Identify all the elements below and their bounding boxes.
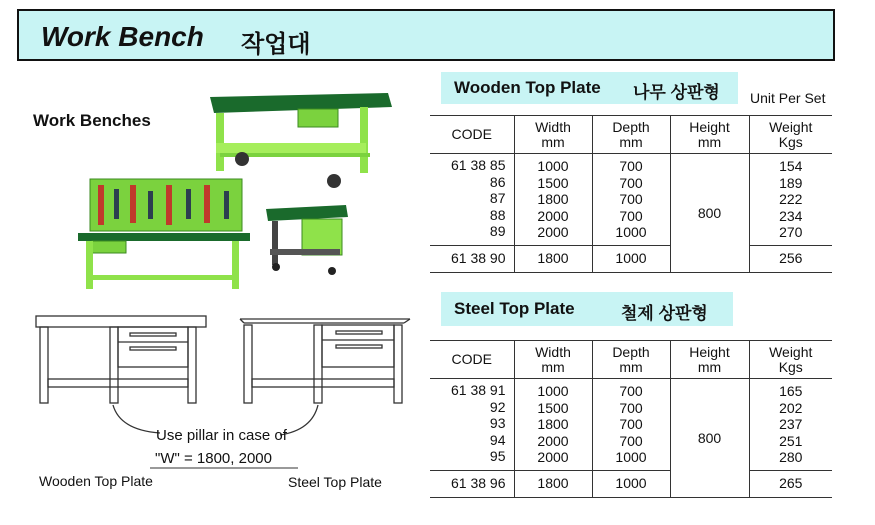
product-photos: [70, 85, 400, 300]
weight-cell: 165 202 237 251 280: [749, 379, 832, 471]
depth-cell: 700 700 700 700 1000: [592, 379, 670, 471]
drawing-wooden-bench: [36, 316, 206, 403]
wooden-title: Wooden Top Plate: [454, 78, 601, 97]
drawing-steel-bench: [240, 319, 410, 403]
width-cell: 1000 1500 1800 2000 2000: [514, 154, 592, 246]
steel-spec-table: [430, 340, 832, 498]
col-code: CODE: [451, 126, 492, 142]
steel-title-korean: 철제 상판형: [621, 304, 708, 323]
col-depth: Depth mm: [592, 341, 670, 379]
callout-line-left: [113, 405, 160, 433]
steel-title: Steel Top Plate: [454, 299, 575, 318]
col-code: CODE: [451, 351, 492, 367]
height-cell: 800: [670, 379, 749, 498]
depth-cell: 700 700 700 700 1000: [592, 154, 670, 246]
page-title: Work Bench: [41, 21, 204, 52]
col-weight: Weight Kgs: [749, 116, 832, 154]
bench-photo-cart: [266, 205, 348, 275]
weight-cell: 265: [749, 470, 832, 497]
code-cell: 61 38 90: [451, 250, 506, 267]
label-wooden-top: Wooden Top Plate: [39, 473, 153, 489]
page-title-korean: 작업대: [241, 31, 311, 58]
unit-per-set: Unit Per Set: [750, 90, 826, 106]
table-header-row: [430, 116, 832, 154]
height-cell: 800: [670, 154, 749, 273]
width-cell: 1800: [514, 245, 592, 272]
code-cell: 61 38 96: [451, 475, 506, 492]
col-depth: Depth mm: [592, 116, 670, 154]
wooden-section-header: [441, 72, 738, 104]
pillar-note-line1: Use pillar in case of: [156, 427, 287, 444]
code-cell: 61 38 91 92 93 94 95: [451, 382, 506, 464]
col-width: Width mm: [514, 116, 592, 154]
left-heading: Work Benches: [33, 111, 151, 130]
label-steel-top: Steel Top Plate: [288, 474, 382, 490]
table-row-last: [430, 245, 832, 272]
weight-cell: 256: [749, 245, 832, 272]
width-cell: 1800: [514, 470, 592, 497]
col-width: Width mm: [514, 341, 592, 379]
depth-cell: 1000: [592, 245, 670, 272]
col-weight: Weight Kgs: [749, 341, 832, 379]
weight-cell: 154 189 222 234 270: [749, 154, 832, 246]
bench-photo-drawer: [210, 93, 392, 188]
title-banner: [17, 9, 835, 61]
table-row-group: [430, 379, 832, 471]
table-row-group: [430, 154, 832, 246]
code-cell: 61 38 85 86 87 88 89: [451, 157, 506, 239]
bench-photo-pegboard: [78, 179, 250, 289]
table-row-last: [430, 470, 832, 497]
wooden-spec-table: [430, 115, 832, 273]
depth-cell: 1000: [592, 470, 670, 497]
width-cell: 1000 1500 1800 2000 2000: [514, 379, 592, 471]
steel-section-header: [441, 292, 733, 326]
col-height: Height mm: [670, 116, 749, 154]
col-height: Height mm: [670, 341, 749, 379]
wooden-title-korean: 나무 상판형: [633, 83, 720, 102]
table-header-row: [430, 341, 832, 379]
pillar-note-line2: "W" = 1800, 2000: [155, 450, 272, 467]
